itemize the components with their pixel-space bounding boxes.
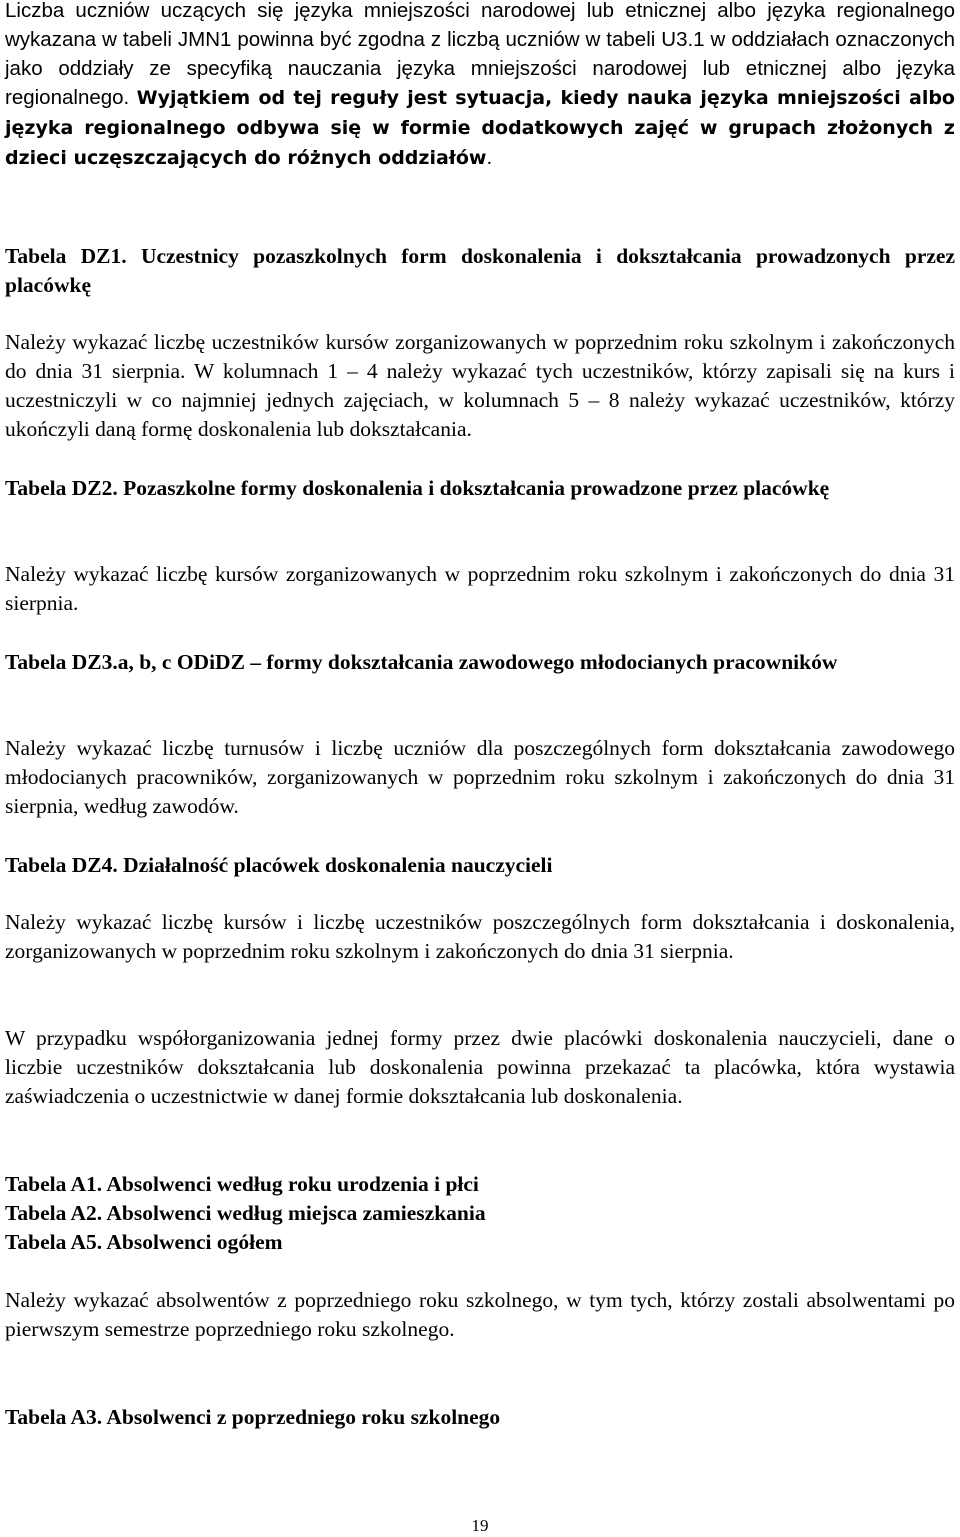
body-dz2: Należy wykazać liczbę kursów zorganizowanych w poprzednim roku szkolnym i zakończonych do dnia 31 sierpnia. [5, 562, 955, 615]
body-dz4-2: W przypadku współorganizowania jednej formy przez dwie placówki doskonalenia nauczycieli, dane o liczbie uczestników dokształcania lub doskonalenia powinna przekazać ta placówka, która wystawia zaświadczenia o uczestnictwie w danej formie dokształcania lub doskonalenia. [5, 1026, 955, 1108]
heading-a2: Tabela A2. Absolwenci według miejsca zamieszkania [5, 1201, 486, 1225]
heading-dz1: Tabela DZ1. Uczestnicy pozaszkolnych form doskonalenia i dokształcania prowadzonych przez placówkę [5, 244, 955, 297]
heading-dz4: Tabela DZ4. Działalność placówek doskonalenia nauczycieli [5, 853, 553, 877]
heading-a5: Tabela A5. Absolwenci ogółem [5, 1230, 283, 1254]
heading-dz3: Tabela DZ3.a, b, c ODiDZ – formy dokształcania zawodowego młodocianych pracowników [5, 650, 838, 674]
body-dz3: Należy wykazać liczbę turnusów i liczbę uczniów dla poszczególnych form dokształcania zawodowego młodocianych pracowników, zorganizowanych w poprzednim roku szkolnym i zakończonych do dnia 31 sierpnia, według zawodów. [5, 736, 955, 818]
intro-exception-text: Wyjątkiem od tej reguły jest sytuacja, kiedy nauka języka mniejszości albo języka regionalnego odbywa się w formie dodatkowych zajęć w grupach złożonych z dzieci uczęszczających do różnych oddziałów [5, 87, 955, 169]
intro-paragraph [5, 0, 955, 173]
heading-a3: Tabela A3. Absolwenci z poprzedniego roku szkolnego [5, 1405, 501, 1429]
heading-a1: Tabela A1. Absolwenci według roku urodzenia i płci [5, 1172, 479, 1196]
heading-dz2: Tabela DZ2. Pozaszkolne formy doskonalenia i dokształcania prowadzone przez placówkę [5, 476, 830, 500]
body-dz1: Należy wykazać liczbę uczestników kursów zorganizowanych w poprzednim roku szkolnym i zakończonych do dnia 31 sierpnia. W kolumnach 1 – 4 należy wykazać tych uczestników, którzy zapisali się na kurs i uczestniczyli w co najmniej jednych zajęciach, w kolumnach 5 – 8 należy wykazać uczestników, którzy ukończyli daną formę doskonalenia lub dokształcania. [5, 330, 955, 441]
page-number: 19 [471, 1516, 489, 1535]
intro-text: Liczba uczniów uczących się języka mniejszości narodowej lub etnicznej albo języka regionalnego wykazana w tabeli JMN1 powinna być zgodna z liczbą uczniów w tabeli U3.1 w oddziałach oznaczonych jako oddziały ze specyfiką nauczania języka mniejszości narodowej lub etnicznej albo języka regionalnego. [5, 0, 955, 109]
body-dz4-1: Należy wykazać liczbę kursów i liczbę uczestników poszczególnych form dokształcania i doskonalenia, zorganizowanych w poprzednim roku szkolnym i zakończonych do dnia 31 sierpnia. [5, 910, 955, 963]
body-a: Należy wykazać absolwentów z poprzedniego roku szkolnego, w tym tych, którzy zostali absolwentami po pierwszym semestrze poprzedniego roku szkolnego. [5, 1288, 955, 1341]
intro-end: . [486, 146, 493, 169]
